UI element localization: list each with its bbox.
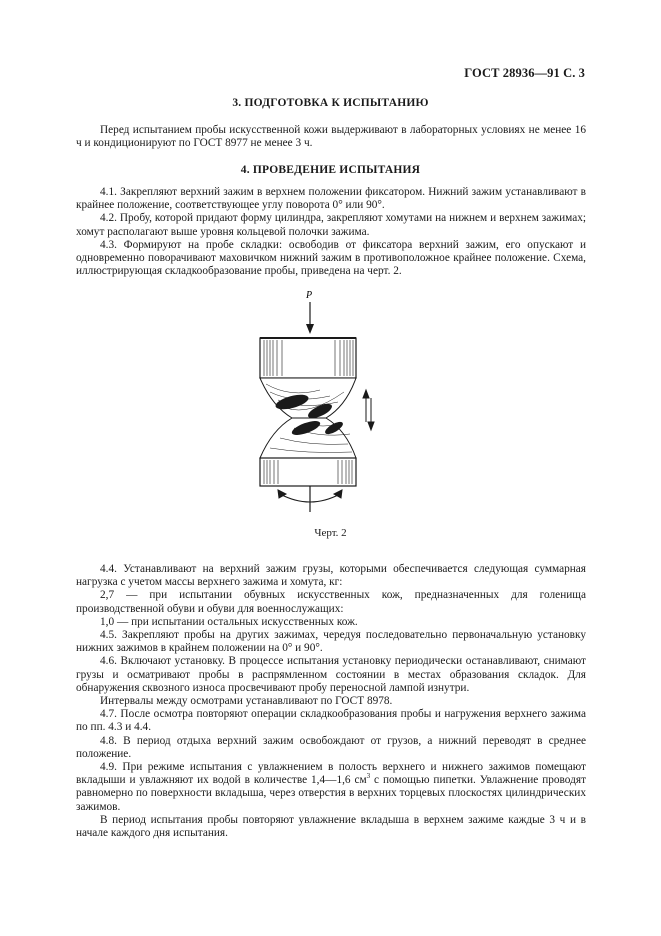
- paragraph-4-2: 4.2. Пробу, которой придают форму цилиндра, закрепляют хомутами на нижнем и верхнем зажимах; хомут располагают выше уровня кольцевой полочки зажима.: [76, 212, 586, 238]
- paragraph-4-5: 4.5. Закрепляют пробы на других зажимах, чередуя последовательно первоначальную установку нижних зажимов в крайнем положении на 0° и 90°.: [76, 629, 586, 655]
- lower-clamp: [260, 458, 356, 486]
- paragraph-4-9-a: В период испытания пробы повторяют увлажнение вкладыша в верхнем зажиме каждые 3 ч и в начале каждого дня испытания.: [76, 813, 586, 840]
- paragraph-4-6: 4.6. Включают установку. В процессе испытания установку периодически останавливают, снимают грузы и осматривают пробы в распрямленном состоянии в местах образования складок. Для обнаружения сквозного износа просвечивают пробу переносной лампой изнутри.: [76, 655, 586, 694]
- force-label: P: [306, 290, 313, 301]
- paragraph-4-9: [76, 761, 586, 814]
- paragraph-3: Перед испытанием пробы искусственной кожи выдерживают в лабораторных условиях не менее 16 ч и кондиционируют по ГОСТ 8977 не менее 3 ч.: [76, 124, 586, 150]
- section-3-title: 3. ПОДГОТОВКА К ИСПЫТАНИЮ: [232, 97, 429, 109]
- paragraph-4-9-start: 4.9. При режиме испытания с увлажнением в полость верхнего и нижнего зажимов помещают вкладыши и увлажняют их водой в количестве 1,4—1,6 см: [76, 761, 586, 787]
- paragraph-4-6-a: Интервалы между осмотрами устанавливают по ГОСТ 8978.: [100, 695, 393, 708]
- section-3-body: [76, 124, 586, 150]
- section-4-title: 4. ПРОВЕДЕНИЕ ИСПЫТАНИЯ: [240, 164, 421, 176]
- folded-specimen: [260, 378, 356, 458]
- paragraph-4-4-b: 1,0 — при испытании остальных искусственных кож.: [100, 615, 358, 628]
- paragraph-4-7: 4.7. После осмотра повторяют операции складкообразования пробы и нагружения верхнего зажима по пп. 4.3 и 4.4.: [76, 708, 586, 734]
- page-header: ГОСТ 28936—91 С. 3: [464, 66, 585, 80]
- force-arrow-head: [306, 324, 314, 334]
- paragraph-4-4: 4.4. Устанавливают на верхний зажим грузы, которыми обеспечивается следующая суммарная нагрузка с учетом массы верхнего зажима и хомута, кг:: [76, 563, 586, 589]
- clamp-diagram: [220, 288, 420, 518]
- upper-clamp: [260, 338, 356, 378]
- section-4-body-bottom: [76, 563, 586, 840]
- vertical-motion-arrows: [363, 390, 374, 430]
- cubic-superscript: 3: [366, 772, 371, 781]
- paragraph-4-3: 4.3. Формируют на пробе складки: освободив от фиксатора верхний зажим, его опускают и одновременно поворачивают маховичком нижний зажим в противоположное крайнее положение. Схема, иллюстрирующая складкообразование пробы, приведена на черт. 2.: [76, 238, 586, 278]
- figure-caption: Черт. 2: [314, 527, 347, 539]
- section-4-body-top: [76, 186, 586, 278]
- paragraph-4-8: 4.8. В период отдыха верхний зажим освобождают от грузов, а нижний переводят в среднее положение.: [76, 734, 586, 760]
- paragraph-4-1: 4.1. Закрепляют верхний зажим в верхнем положении фиксатором. Нижний зажим устанавливают в крайнее положение, соответствующее углу поворота 0° или 90°.: [76, 186, 586, 212]
- paragraph-4-9-end: с помощью пипетки. Увлажнение проводят равномерно по поверхности вкладыша, через отверстия в верхних торцевых плоскостях цилиндрических зажимов.: [76, 774, 587, 813]
- paragraph-4-4-a: 2,7 — при испытании обувных искусственных кож, предназначенных для голенища производственной обуви и обуви для военнослужащих:: [76, 589, 586, 615]
